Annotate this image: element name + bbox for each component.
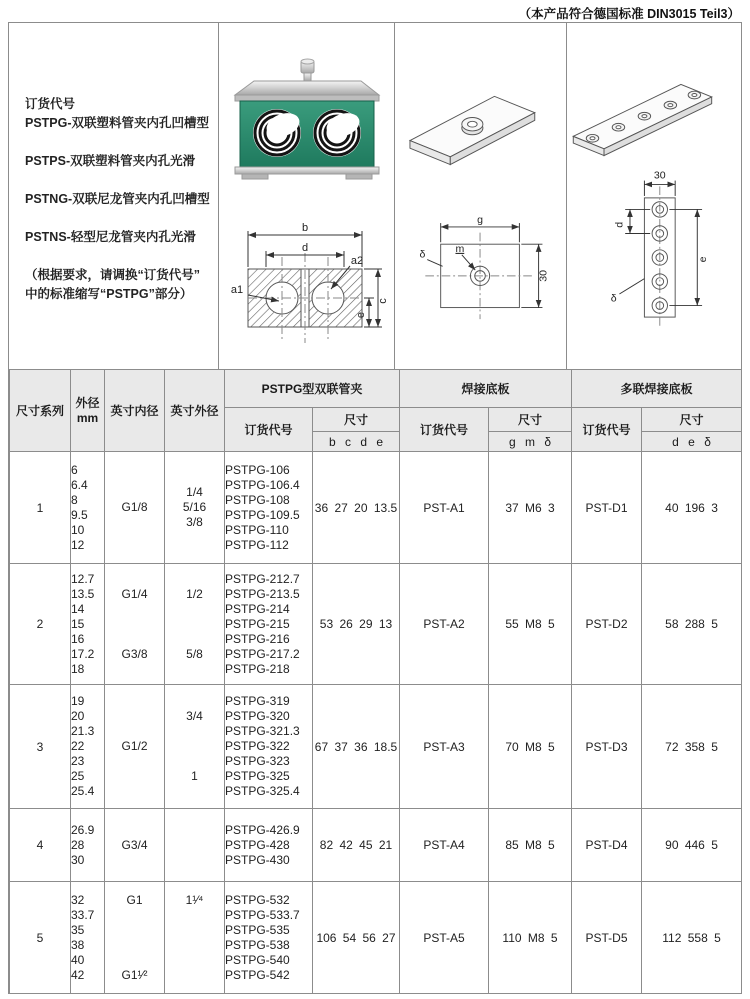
table-row — [10, 809, 742, 882]
spec-table — [9, 369, 742, 994]
header-clamp-size: 尺寸 — [313, 408, 400, 432]
dim-label-a1: a1 — [230, 284, 244, 296]
header-inch-od: 英寸外径 — [165, 370, 225, 452]
order-code-pstng: PSTNG-双联尼龙管夹内孔凹槽型 — [25, 192, 210, 206]
cell-ded: 112 558 5 — [642, 882, 742, 994]
header-clamp-dims: b c d e — [313, 432, 400, 452]
weld-plate-2d — [425, 233, 534, 319]
cell-series: 3 — [10, 685, 71, 809]
dim-label-g: g — [476, 214, 483, 227]
order-note-line2: 中的标准缩写“PSTPG”部分） — [25, 287, 193, 301]
dim-label-delta: δ — [419, 248, 425, 261]
cell-inch-od: 1¹⁄⁴ — [165, 882, 225, 994]
order-note-line1: （根据要求，请调换“订货代号” — [25, 268, 201, 282]
top-section — [9, 23, 741, 369]
header-group-multi-plate: 多联焊接底板 — [572, 370, 742, 408]
clamp-top-plate — [235, 81, 379, 101]
cell-multi-code: PST-D4 — [572, 809, 642, 882]
cell-outer-diameters: 26.9 28 30 — [71, 809, 105, 882]
cell-bcde: 53 26 29 13 — [313, 564, 400, 685]
cell-inch-id: G1 G1¹⁄² — [105, 882, 165, 994]
header-weld-order-code: 订货代号 — [400, 408, 489, 452]
cell-inch-od: 3/4 1 — [165, 685, 225, 809]
order-code-pstpg: PSTPG-双联塑料管夹内孔凹槽型 — [25, 116, 210, 130]
header-size-series: 尺寸系列 — [10, 370, 71, 452]
ordering-codes-panel — [9, 23, 219, 369]
weld-plate-drawing — [395, 81, 567, 369]
cell-series: 4 — [10, 809, 71, 882]
dim-label-m: m — [454, 242, 464, 255]
cell-outer-diameters: 6 6.4 8 9.5 10 12 — [71, 452, 105, 564]
dim-label-d: d — [301, 242, 309, 254]
cell-series: 1 — [10, 452, 71, 564]
clamp-bolt — [301, 59, 314, 81]
weld-plate-3d — [409, 96, 534, 164]
cell-gmd: 85 M8 5 — [489, 809, 572, 882]
cell-order-codes: PSTPG-319 PSTPG-320 PSTPG-321.3 PSTPG-322 PSTPG-323 PSTPG-325 PSTPG-325.4 — [225, 685, 313, 809]
order-code-pstps: PSTPS-双联塑料管夹内孔光滑 — [25, 154, 196, 168]
din-standard-note: （本产品符合德国标准 DIN3015 Teil3） — [518, 7, 740, 21]
header-inch-id: 英寸内径 — [105, 370, 165, 452]
cell-order-codes: PSTPG-106 PSTPG-106.4 PSTPG-108 PSTPG-109.5 PSTPG-110 PSTPG-112 — [225, 452, 313, 564]
table-row — [10, 882, 742, 994]
header-clamp-order-code: 订货代号 — [225, 408, 313, 452]
dim-label-delta: δ — [610, 292, 617, 305]
header-row-groups — [10, 370, 742, 408]
header-weld-dims: g m δ — [489, 432, 572, 452]
cell-outer-diameters: 12.7 13.5 14 15 16 17.2 18 — [71, 564, 105, 685]
header-group-clamp: PSTPG型双联管夹 — [225, 370, 400, 408]
dim-label-a2: a2 — [350, 255, 364, 267]
clamp-body — [240, 101, 374, 167]
dim-label-c: c — [377, 298, 389, 304]
cell-outer-diameters: 32 33.7 35 38 40 42 — [71, 882, 105, 994]
weld-plate-column — [395, 23, 567, 369]
cell-gmd: 110 M8 5 — [489, 882, 572, 994]
cell-bcde: 82 42 45 21 — [313, 809, 400, 882]
cell-gmd: 70 M8 5 — [489, 685, 572, 809]
clamp-base — [235, 167, 379, 179]
header-weld-size: 尺寸 — [489, 408, 572, 432]
cell-ded: 90 446 5 — [642, 809, 742, 882]
cell-inch-od: 1/2 5/8 — [165, 564, 225, 685]
catalog-sheet — [8, 22, 742, 994]
order-code-title: 订货代号 — [25, 97, 76, 111]
cell-outer-diameters: 19 20 21.3 22 23 25 25.4 — [71, 685, 105, 809]
cell-ded: 40 196 3 — [642, 452, 742, 564]
multi-plate-2d — [644, 186, 675, 328]
table-row — [10, 452, 742, 564]
cell-inch-id: G1/4 G3/8 — [105, 564, 165, 685]
multi-plate-column — [567, 23, 741, 369]
table-row — [10, 685, 742, 809]
dim-label-30: 30 — [536, 270, 549, 282]
cell-order-codes: PSTPG-212.7 PSTPG-213.5 PSTPG-214 PSTPG-215 PSTPG-216 PSTPG-217.2 PSTPG-218 — [225, 564, 313, 685]
cell-multi-code: PST-D5 — [572, 882, 642, 994]
clamp-column — [219, 23, 395, 369]
multi-plate-drawing — [567, 71, 741, 369]
cell-gmd: 55 M8 5 — [489, 564, 572, 685]
cell-ded: 58 288 5 — [642, 564, 742, 685]
clamp-photo — [232, 57, 382, 183]
dim-label-30: 30 — [653, 169, 666, 182]
header-multi-dims: d e δ — [642, 432, 742, 452]
cell-order-codes: PSTPG-426.9 PSTPG-428 PSTPG-430 — [225, 809, 313, 882]
header-group-weld-plate: 焊接底板 — [400, 370, 572, 408]
multi-plate-3d — [573, 84, 711, 155]
cell-ded: 72 358 5 — [642, 685, 742, 809]
cell-bcde: 106 54 56 27 — [313, 882, 400, 994]
cell-bcde: 67 37 36 18.5 — [313, 685, 400, 809]
dim-label-e: e — [696, 256, 709, 263]
header-multi-order-code: 订货代号 — [572, 408, 642, 452]
dim-label-b: b — [301, 222, 309, 234]
cell-order-codes: PSTPG-532 PSTPG-533.7 PSTPG-535 PSTPG-538 PSTPG-540 PSTPG-542 — [225, 882, 313, 994]
cell-inch-id: G1/2 — [105, 685, 165, 809]
clamp-section-drawing — [224, 209, 389, 359]
header-multi-size: 尺寸 — [642, 408, 742, 432]
cell-multi-code: PST-D3 — [572, 685, 642, 809]
cell-multi-code: PST-D2 — [572, 564, 642, 685]
cell-inch-id: G1/8 — [105, 452, 165, 564]
cell-series: 2 — [10, 564, 71, 685]
cell-weld-code: PST-A2 — [400, 564, 489, 685]
dim-label-e: e — [355, 311, 367, 319]
header-outer-diameter: 外径 mm — [71, 370, 105, 452]
cell-bcde: 36 27 20 13.5 — [313, 452, 400, 564]
order-code-pstns: PSTNS-轻型尼龙管夹内孔光滑 — [25, 230, 196, 244]
table-row — [10, 564, 742, 685]
cell-inch-id: G3/4 — [105, 809, 165, 882]
cell-multi-code: PST-D1 — [572, 452, 642, 564]
cell-gmd: 37 M6 3 — [489, 452, 572, 564]
cell-series: 5 — [10, 882, 71, 994]
dim-label-d: d — [612, 221, 625, 228]
cell-inch-od: 1/4 5/16 3/8 — [165, 452, 225, 564]
cell-weld-code: PST-A3 — [400, 685, 489, 809]
cell-weld-code: PST-A1 — [400, 452, 489, 564]
cell-inch-od — [165, 809, 225, 882]
cell-weld-code: PST-A5 — [400, 882, 489, 994]
cell-weld-code: PST-A4 — [400, 809, 489, 882]
